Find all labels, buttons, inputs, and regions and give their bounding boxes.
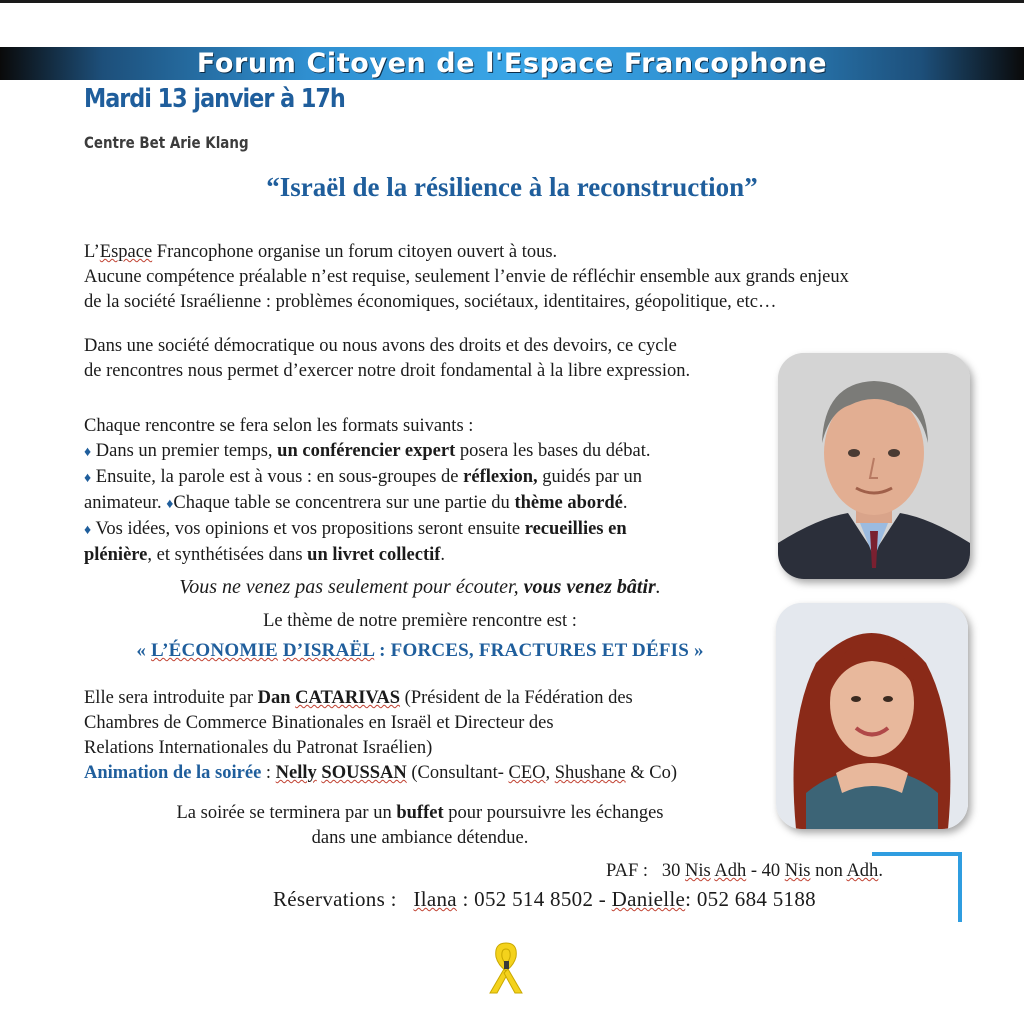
diamond-bullet-icon: ♦ xyxy=(84,523,92,538)
formats-paragraph xyxy=(84,414,650,568)
pricing-text: Nis xyxy=(784,861,811,881)
formats-intro: Chaque rencontre se fera selon les formats suivants : xyxy=(84,416,474,436)
pricing-text: Adh xyxy=(714,861,747,881)
speaker-text: CEO xyxy=(508,763,546,783)
theme-text: « xyxy=(136,640,151,661)
bullet-text: animateur. xyxy=(84,493,167,513)
speaker-portrait xyxy=(778,353,970,579)
reservations-label: Réservations : xyxy=(273,887,397,911)
closing-bold: buffet xyxy=(396,803,444,823)
animation-line xyxy=(84,761,677,786)
event-date: Mardi 13 janvier à 17h xyxy=(84,84,345,114)
closing-paragraph xyxy=(0,801,840,851)
formats-bullet-3 xyxy=(84,491,650,517)
speaker-text: : xyxy=(261,763,276,783)
theme-text: : FORCES, FRACTURES ET DÉFIS » xyxy=(374,640,704,661)
speaker-name: Dan xyxy=(257,688,296,708)
reservations-line xyxy=(273,887,816,912)
bullet-text: guidés par un xyxy=(537,467,642,487)
intro-text: L’ xyxy=(84,242,100,262)
speaker-text: & Co) xyxy=(625,763,678,783)
bullet-bold: plénière xyxy=(84,545,148,565)
speaker-line-2: Chambres de Commerce Binationales en Israël et Directeur des xyxy=(84,713,554,733)
formats-bullet-2 xyxy=(84,465,650,491)
event-venue: Centre Bet Arie Klang xyxy=(84,133,249,152)
pricing-text: non xyxy=(810,861,847,881)
closing-text: La soirée se terminera par un xyxy=(176,803,397,823)
pricing-text: Nis xyxy=(685,861,711,881)
speaker-text: Shushane xyxy=(554,763,626,783)
speaker-text: (Consultant- xyxy=(406,763,509,783)
host-surname: SOUSSAN xyxy=(321,763,407,783)
bullet-text: Vos idées, vos opinions et vos propositions seront ensuite xyxy=(91,519,525,539)
pricing-text: Adh xyxy=(846,861,879,881)
tagline xyxy=(0,575,840,600)
contact-phone: : 052 514 8502 - xyxy=(456,887,612,911)
formats-bullet-4-cont xyxy=(84,543,650,568)
theme-title xyxy=(0,638,840,663)
diamond-bullet-icon: ♦ xyxy=(166,497,174,512)
header-banner xyxy=(0,47,1024,80)
bullet-text: Dans un premier temps, xyxy=(91,441,278,461)
banner-title: Forum Citoyen de l'Espace Francophone xyxy=(196,48,828,79)
democracy-line-1: Dans une société démocratique ou nous avons des droits et des devoirs, ce cycle xyxy=(84,336,677,356)
speaker-line-1 xyxy=(84,686,677,711)
host-portrait-image xyxy=(776,603,968,829)
pricing-label: PAF : xyxy=(606,861,649,881)
theme-text: L’ÉCONOMIE xyxy=(150,640,278,661)
contact-name: Ilana xyxy=(413,887,457,911)
bullet-bold: réflexion, xyxy=(463,467,538,487)
closing-line-1 xyxy=(0,801,840,826)
top-border xyxy=(0,0,1024,3)
formats-bullet-1 xyxy=(84,439,650,465)
bullet-text: Ensuite, la parole est à vous : en sous-groupes de xyxy=(91,467,464,487)
pricing-text: - 40 xyxy=(746,861,785,881)
corner-accent-horizontal xyxy=(872,852,962,856)
bullet-text: , et synthétisées dans xyxy=(147,545,308,565)
theme-text: D’ISRAËL xyxy=(282,640,375,661)
diamond-bullet-icon: ♦ xyxy=(84,471,92,486)
intro-paragraph xyxy=(84,240,849,315)
formats-bullet-4 xyxy=(84,517,650,543)
bullet-text: Chaque table se concentrera sur une partie du xyxy=(173,493,515,513)
pricing-text: . xyxy=(878,861,883,881)
bullet-bold: thème abordé xyxy=(514,493,623,513)
intro-line-1 xyxy=(84,240,849,265)
tagline-text: . xyxy=(655,576,661,598)
closing-line-2: dans une ambiance détendue. xyxy=(311,828,529,848)
speaker-line-3: Relations Internationales du Patronat Israélien) xyxy=(84,738,433,758)
pricing-line xyxy=(606,861,883,882)
bullet-text: . xyxy=(440,545,446,565)
theme-intro: Le thème de notre première rencontre est : xyxy=(263,611,577,631)
tagline-bold: vous venez bâtir xyxy=(523,576,656,598)
diamond-bullet-icon: ♦ xyxy=(84,445,92,460)
speaker-portrait-image xyxy=(778,353,970,579)
bullet-text: . xyxy=(622,493,628,513)
speaker-text: , xyxy=(545,763,555,783)
bullet-text: posera les bases du débat. xyxy=(455,441,651,461)
intro-line-3: de la société Israélienne : problèmes économiques, sociétaux, identitaires, géopolitique, etc… xyxy=(84,292,777,312)
speaker-paragraph xyxy=(84,686,677,786)
speaker-surname: CATARIVAS xyxy=(295,688,401,708)
contact-phone: : 052 684 5188 xyxy=(685,887,816,911)
animation-label: Animation de la soirée xyxy=(84,763,262,783)
tagline-text: Vous ne venez pas seulement pour écouter, xyxy=(179,576,524,598)
contact-name: Danielle xyxy=(611,887,686,911)
corner-accent-vertical xyxy=(958,852,962,922)
closing-text: pour poursuivre les échanges xyxy=(443,803,664,823)
democracy-line-2: de rencontres nous permet d’exercer notre droit fondamental à la libre expression. xyxy=(84,361,691,381)
intro-text: Espace xyxy=(99,242,153,262)
host-name: Nelly xyxy=(275,763,317,783)
host-portrait xyxy=(776,603,968,829)
intro-text: Francophone organise un forum citoyen ouvert à tous. xyxy=(152,242,558,262)
yellow-ribbon-icon xyxy=(484,939,528,995)
speaker-text: Elle sera introduite par xyxy=(84,688,258,708)
bullet-bold: un conférencier expert xyxy=(277,441,456,461)
bullet-bold: recueillies en xyxy=(524,519,627,539)
speaker-text: (Président de la Fédération des xyxy=(400,688,633,708)
pricing-text: 30 xyxy=(661,861,686,881)
bullet-bold: un livret collectif xyxy=(307,545,441,565)
event-headline: “Israël de la résilience à la reconstruction” xyxy=(266,172,758,202)
intro-line-2: Aucune compétence préalable n’est requise, seulement l’envie de réfléchir ensemble aux grands enjeux xyxy=(84,267,849,287)
democracy-paragraph xyxy=(84,334,690,384)
